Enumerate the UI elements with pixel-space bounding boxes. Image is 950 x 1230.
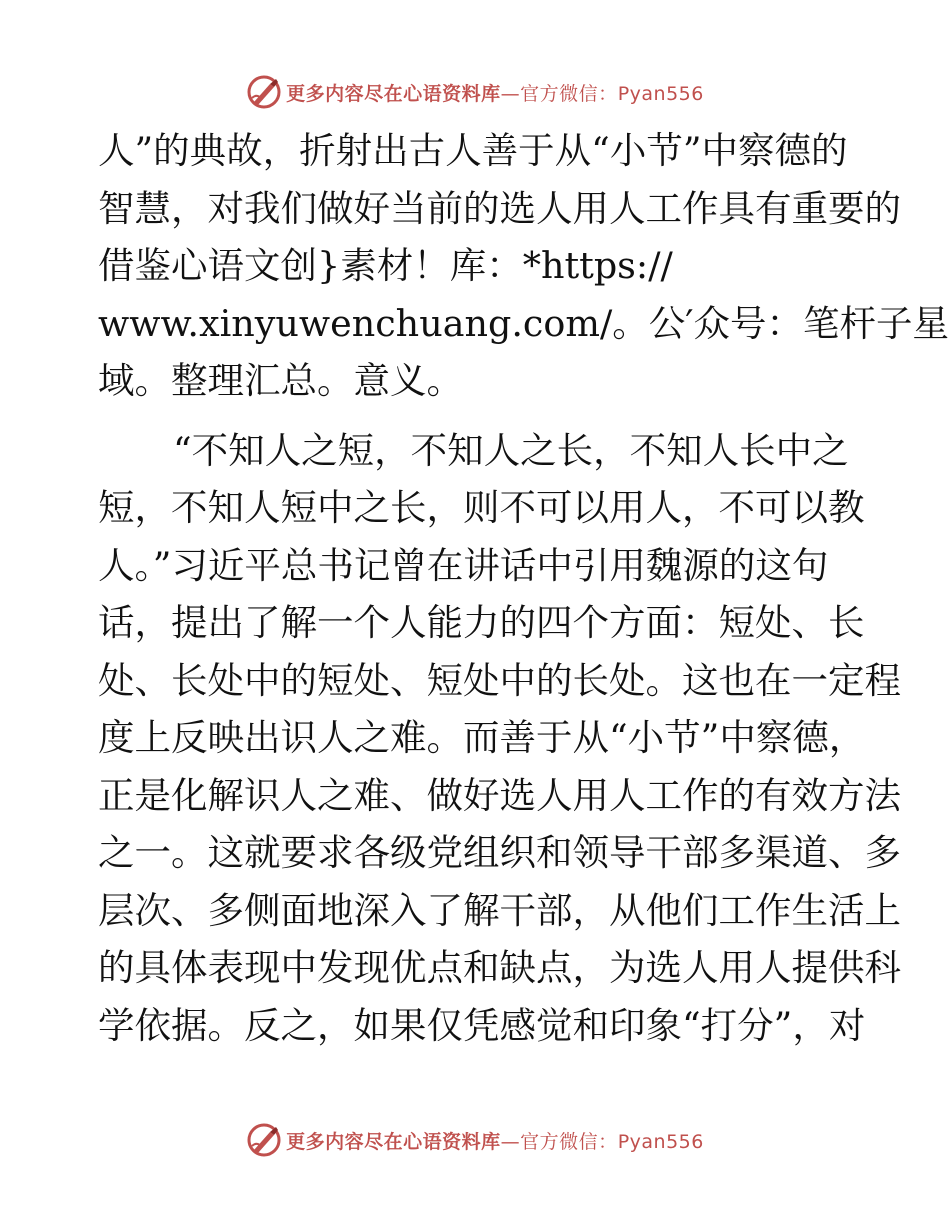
document-body <box>98 122 950 1054</box>
paragraph-2 <box>98 422 901 1055</box>
pen-logo-icon <box>246 1122 282 1158</box>
pen-logo-icon <box>246 74 282 110</box>
text-line: 智慧，对我们做好当前的选人用人工作具有重要的 <box>98 186 901 230</box>
text-line: 的具体表现中发现优点和缺点，为选人用人提供科 <box>98 946 901 989</box>
banner-wechat-label: 官方微信： <box>520 82 618 105</box>
footer-banner-text <box>286 1127 704 1154</box>
text-line: 短，不知人短中之长，则不可以用人，不可以教 <box>98 486 865 529</box>
text-line: 话，提出了解一个人能力的四个方面：短处、长 <box>98 601 865 644</box>
banner-separator: — <box>500 82 521 105</box>
text-line: 人”的典故，折射出古人善于从“小节”中察德的 <box>98 129 848 172</box>
text-line: 人。”习近平总书记曾在讲话中引用魏源的这句 <box>98 543 829 587</box>
footer-banner <box>0 1118 950 1162</box>
banner-main-text: 更多内容尽在心语资料库 <box>286 82 501 105</box>
header-banner <box>0 70 950 114</box>
banner-wechat-label: 官方微信： <box>520 1130 618 1153</box>
text-line: 正是化解识人之难、做好选人用人工作的有效方法 <box>98 773 901 817</box>
banner-wechat-id: Pyan556 <box>617 82 704 105</box>
paragraph-1 <box>98 122 950 410</box>
text-line: “不知人之短，不知人之长，不知人长中之 <box>173 428 849 472</box>
banner-main-text: 更多内容尽在心语资料库 <box>286 1130 501 1153</box>
text-line: 之一。这就要求各级党组织和领导干部多渠道、多 <box>98 831 901 874</box>
header-banner-text <box>286 79 704 106</box>
banner-wechat-id: Pyan556 <box>617 1130 704 1153</box>
text-line: 层次、多侧面地深入了解干部，从他们工作生活上 <box>98 888 901 932</box>
text-line: 学依据。反之，如果仅凭感觉和印象“打分”，对 <box>98 1003 866 1047</box>
banner-separator: — <box>500 1130 521 1153</box>
text-line: 域。整理汇总。意义。 <box>98 359 463 402</box>
text-line: 处、长处中的短处、短处中的长处。这也在一定程 <box>98 658 901 702</box>
text-line: 度上反映出识人之难。而善于从“小节”中察德， <box>98 716 866 759</box>
text-line: www.xinyuwenchuang.com/。公′众号：笔杆子星 <box>98 301 950 345</box>
text-line: 借鉴心语文创}素材！库：*https:// <box>98 244 673 287</box>
